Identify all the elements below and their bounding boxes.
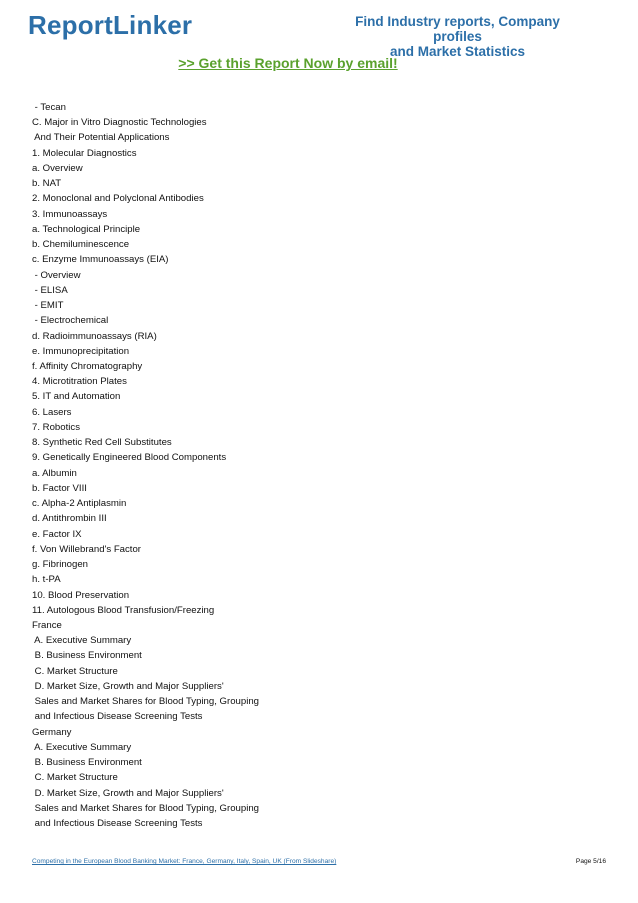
get-report-link[interactable]: >> Get this Report Now by email! — [178, 55, 398, 71]
content-line: c. Alpha-2 Antiplasmin — [32, 498, 127, 510]
content-line: 2. Monoclonal and Polyclonal Antibodies — [32, 193, 204, 205]
content-line: - Overview — [32, 269, 81, 281]
content-line: a. Albumin — [32, 467, 77, 479]
tagline-line-2: and Market Statistics — [389, 44, 526, 59]
content-line: 5. IT and Automation — [32, 391, 121, 403]
content-line: 1. Molecular Diagnostics — [32, 147, 137, 159]
content-line: - ELISA — [32, 284, 68, 296]
content-line: h. t-PA — [32, 574, 61, 586]
content-line: and Infectious Disease Screening Tests — [32, 711, 203, 723]
content-line: 9. Genetically Engineered Blood Components — [32, 452, 227, 464]
content-line: e. Immunoprecipitation — [32, 345, 130, 357]
header-tagline — [330, 14, 585, 59]
content-line: C. Market Structure — [32, 665, 118, 677]
content-line: And Their Potential Applications — [32, 132, 170, 144]
content-line: 7. Robotics — [32, 421, 80, 433]
content-line: C. Market Structure — [32, 772, 118, 784]
content-line: f. Von Willebrand's Factor — [32, 543, 142, 555]
content-line: 8. Synthetic Red Cell Substitutes — [32, 437, 172, 449]
content-line: b. NAT — [32, 178, 62, 190]
footer-source-link[interactable]: Competing in the European Blood Banking Market: France, Germany, Italy, Spain, UK (From Slideshare) — [32, 858, 337, 865]
content-line: A. Executive Summary — [32, 635, 132, 647]
content-line: d. Antithrombin III — [32, 513, 107, 525]
page-number: Page 5/16 — [575, 858, 606, 865]
content-line: 10. Blood Preservation — [32, 589, 130, 601]
content-line: g. Fibrinogen — [32, 559, 88, 571]
content-line: 4. Microtitration Plates — [32, 376, 127, 388]
content-line: A. Executive Summary — [32, 741, 132, 753]
content-line: Sales and Market Shares for Blood Typing, Grouping — [32, 696, 260, 708]
reportlinker-logo[interactable]: ReportLinker — [28, 10, 193, 40]
content-line: a. Overview — [32, 162, 83, 174]
content-line: C. Major in Vitro Diagnostic Technologies — [32, 117, 207, 129]
content-line: b. Factor VIII — [32, 482, 87, 494]
tagline-line-1: Find Industry reports, Company profiles — [355, 14, 560, 44]
content-line: a. Technological Principle — [32, 223, 141, 235]
content-line: b. Chemiluminescence — [32, 239, 130, 251]
content-line: Germany — [32, 726, 72, 738]
content-line: e. Factor IX — [32, 528, 82, 540]
content-line: France — [32, 619, 62, 631]
content-line: c. Enzyme Immunoassays (EIA) — [32, 254, 169, 266]
content-line: 3. Immunoassays — [32, 208, 108, 220]
content-line: Sales and Market Shares for Blood Typing, Grouping — [32, 802, 260, 814]
content-line: - Tecan — [32, 102, 66, 113]
content-line: and Infectious Disease Screening Tests — [32, 818, 203, 830]
content-line: D. Market Size, Growth and Major Suppliers' — [32, 787, 224, 799]
content-line: - EMIT — [32, 300, 64, 312]
content-line: 11. Autologous Blood Transfusion/Freezing — [32, 604, 215, 616]
content-line: D. Market Size, Growth and Major Suppliers' — [32, 680, 224, 692]
content-line: - Electrochemical — [32, 315, 109, 327]
content-line: B. Business Environment — [32, 757, 142, 769]
content-line: 6. Lasers — [32, 406, 72, 418]
content-line: B. Business Environment — [32, 650, 142, 662]
content-line: f. Affinity Chromatography — [32, 360, 143, 372]
report-contents — [32, 100, 592, 831]
content-line: d. Radioimmunoassays (RIA) — [32, 330, 157, 342]
